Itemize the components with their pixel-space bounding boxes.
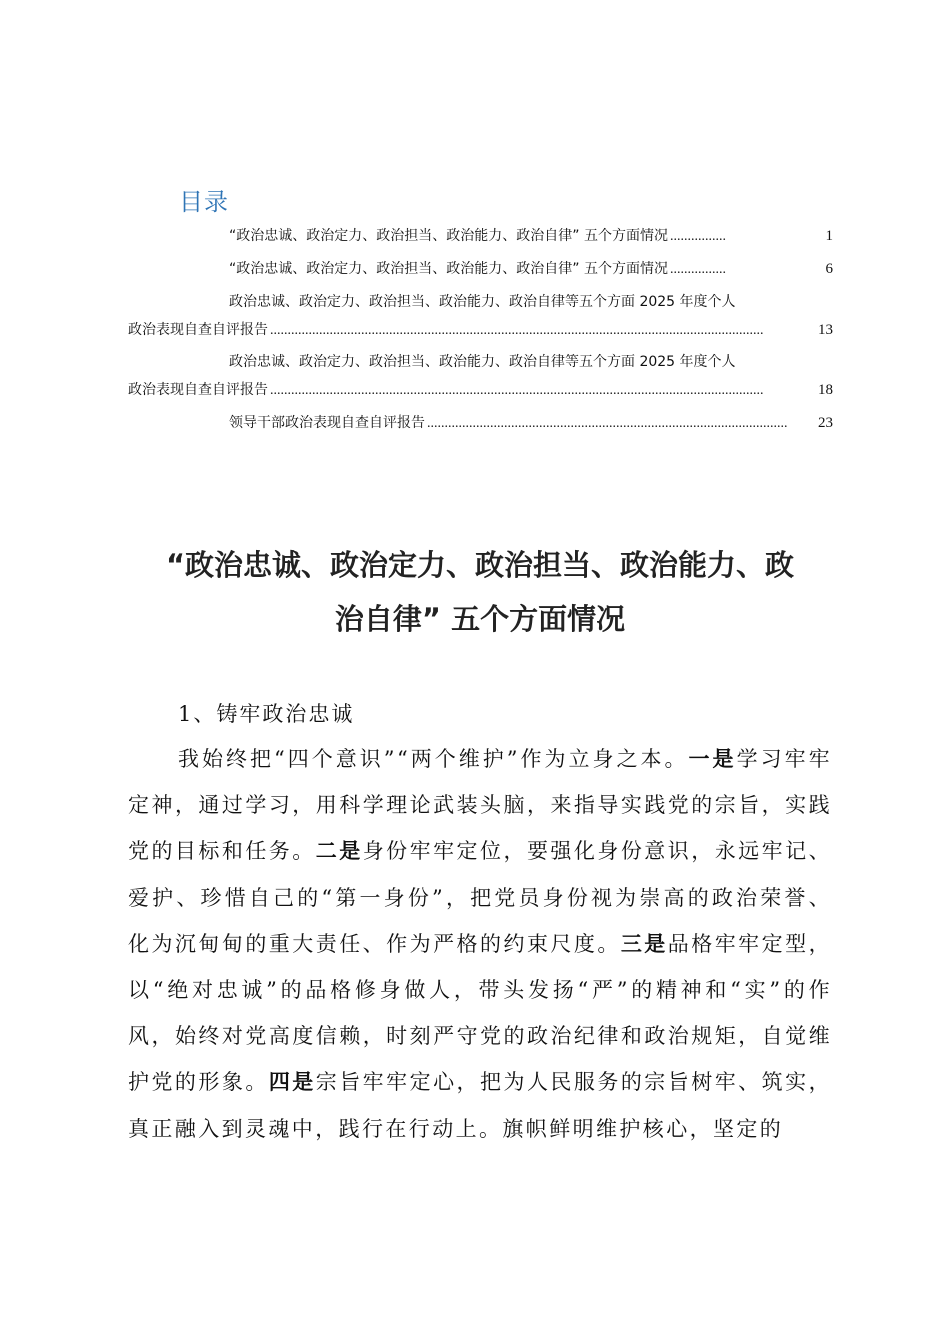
toc-entry-5[interactable] <box>229 413 833 433</box>
document-title <box>120 538 840 646</box>
toc-entry-label: “政治忠诚、政治定力、政治担当、政治能力、政治自律” 五个方面情况 <box>229 228 668 244</box>
document-title-line1: “政治忠诚、政治定力、政治担当、政治能力、政 <box>165 548 795 582</box>
toc-page-number: 1 <box>825 228 833 244</box>
toc-leader-dots: ................ <box>669 229 726 244</box>
toc-entry-label: 领导干部政治表现自查自评报告 <box>229 415 425 431</box>
toc-entry-line2 <box>128 320 833 340</box>
document-title-line2: 治自律” 五个方面情况 <box>334 602 626 636</box>
toc-entry-1[interactable] <box>229 226 833 246</box>
toc-leader-dots: ....................................................................................................... <box>427 416 788 431</box>
paragraph-text: 身份牢牢定位，要强化身份意识，永远牢记、爱护、珍惜自己的“第一身份”，把党员身份视为崇高的政治荣誉、化为沉甸甸的重大责任、作为严格的约束尺度。 <box>128 839 832 956</box>
toc-page-number: 13 <box>818 322 833 338</box>
toc-entry-label-line1: 政治忠诚、政治定力、政治担当、政治能力、政治自律等五个方面 2025 年度个人 <box>229 294 736 310</box>
toc-leader-dots: ................ <box>669 262 726 277</box>
toc-entry-label-line2: 政治表现自查自评报告 <box>128 382 268 398</box>
bold-marker: 一是 <box>688 746 737 771</box>
toc-entry-line2 <box>128 380 833 400</box>
paragraph-text: 我始终把“四个意识”“两个维护”作为立身之本。 <box>178 747 689 771</box>
toc-heading: 目录 <box>179 188 229 216</box>
section-heading: 1、铸牢政治忠诚 <box>178 702 355 726</box>
toc-entry-label-line1: 政治忠诚、政治定力、政治担当、政治能力、政治自律等五个方面 2025 年度个人 <box>229 354 736 370</box>
toc-entry-2[interactable] <box>229 259 833 279</box>
toc-leader-dots: ............................................................................................................................................. <box>270 323 764 338</box>
toc-page-number: 23 <box>818 415 833 431</box>
bold-marker: 三是 <box>620 930 668 956</box>
paragraph-text: 学习牢牢定神，通过学习，用科学理论武装头脑，来指导实践党的宗旨，实践党的目标和任务。 <box>128 747 832 864</box>
toc-entry-label: “政治忠诚、政治定力、政治担当、政治能力、政治自律” 五个方面情况 <box>229 261 668 277</box>
toc-page-number: 6 <box>825 261 833 277</box>
toc-entry-label-line2: 政治表现自查自评报告 <box>128 322 268 338</box>
body-paragraph <box>128 736 832 1152</box>
paragraph-text: 宗旨牢牢定心，把为人民服务的宗旨树牢、筑实，真正融入到灵魂中，践行在行动上。旗帜鲜明维护核心，坚定的 <box>128 1070 832 1141</box>
toc-leader-dots: ............................................................................................................................................. <box>270 383 764 398</box>
bold-marker: 二是 <box>315 838 363 864</box>
paragraph-text: 品格牢牢定型，以“绝对忠诚”的品格修身做人，带头发扬“严”的精神和“实”的作风，始终对党高度信赖，时刻严守党的政治纪律和政治规矩，自觉维护党的形象。 <box>128 931 832 1095</box>
bold-marker: 四是 <box>268 1069 316 1095</box>
toc-page-number: 18 <box>818 382 833 398</box>
